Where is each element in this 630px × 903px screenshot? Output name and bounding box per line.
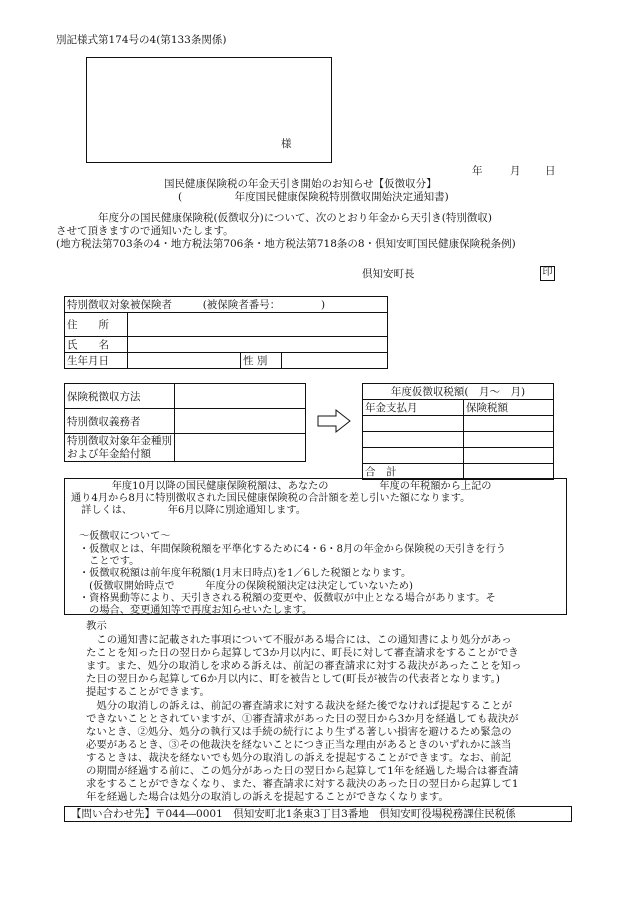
instruction-title: 教示 xyxy=(86,620,107,632)
addressee-box xyxy=(86,57,332,163)
address-label: 住 所 xyxy=(65,313,128,337)
amount-row-month xyxy=(363,432,464,448)
addressee-honorific: 様 xyxy=(281,138,292,150)
instruction-line: 処分の取消しの訴えは、前記の審査請求に対する裁決を経た後でなければ提起することが xyxy=(86,700,513,712)
notes-bullet: (仮徴収開始時点で 年度分の保険税額決定は決定していないため) xyxy=(79,580,413,592)
method-table xyxy=(64,383,306,462)
notes-line: 詳しくは、 年6月以降に別途通知します。 xyxy=(71,505,306,517)
instruction-line: ないとき、②処分、処分の執行又は手続の続行により生ずる著しい損害を避けるため緊急の xyxy=(86,726,512,738)
instruction-line: 必要があるとき、③その他裁決を経ないことにつき正当な理由があるときのいずれかに該当 xyxy=(86,739,512,751)
birth-value xyxy=(128,353,241,369)
notes-box xyxy=(64,478,567,615)
form-id: 別記様式第174号の4(第133条関係) xyxy=(56,34,227,46)
seal-mark: 印 xyxy=(540,266,555,281)
amount-row-month xyxy=(363,448,464,464)
gender-label: 性 別 xyxy=(241,353,282,369)
instruction-line: この通知書に記載された事項について不服がある場合には、この通知書により処分があっ xyxy=(86,634,512,646)
amount-col-amount: 保険税額 xyxy=(464,400,554,416)
amount-col-month: 年金支払月 xyxy=(363,400,464,416)
notes-line: 通り4月から8月に特別徴収された国民健康保険税の合計額を差し引いた額になります。 xyxy=(71,493,471,505)
pension-value xyxy=(175,434,306,462)
date-year: 年 xyxy=(472,165,483,177)
pension-label-line: および年金給付額 xyxy=(67,447,151,460)
mayor-name: 倶知安町長 xyxy=(362,268,415,280)
instruction-line: 求をすることができなくなり、また、審査請求に対する裁決のあった日の翌日から起算して1 xyxy=(86,778,519,790)
amount-title: 年度仮徴収税額( 月～ 月) xyxy=(363,384,554,400)
arrow-right-icon xyxy=(316,408,352,434)
obligor-label: 特別徴収義務者 xyxy=(65,409,175,434)
notes-bullet: の場合、変更通知等で再度お知らせいたします。 xyxy=(79,605,313,617)
name-label: 氏 名 xyxy=(65,337,128,353)
birth-label: 生年月日 xyxy=(65,353,128,369)
insured-header-cell xyxy=(65,297,388,313)
method-label: 保険税徴収方法 xyxy=(65,384,175,409)
name-value xyxy=(128,337,388,353)
date-month: 月 xyxy=(510,165,521,177)
contact-box: 【問い合わせ先】〒044―0001 倶知安町北1条東3丁目3番地 倶知安町役場税務課住民税係 xyxy=(64,806,572,822)
insured-table xyxy=(64,296,388,369)
amount-total-label: 合 計 xyxy=(363,464,464,480)
instruction-paragraph-1 xyxy=(86,634,521,699)
document-title: 国民健康保険税の年金天引き開始のお知らせ【仮徴収分】 xyxy=(164,178,437,190)
instruction-line: 年を経過した場合は処分の取消しの訴えを提起することができなくなります。 xyxy=(86,791,449,803)
gender-value xyxy=(282,353,388,369)
obligor-value xyxy=(175,409,306,434)
amount-row-value xyxy=(464,432,554,448)
notes-bullet: ことです。 xyxy=(79,556,140,568)
notes-bullet: ・仮徴収税額は前年度年税額(1月末日時点)を1／6した税額となります。 xyxy=(79,568,412,580)
intro-paragraph xyxy=(56,212,516,251)
notes-line: 年度10月以降の国民健康保険税額は、あなたの 年度の年税額から上記の xyxy=(71,481,492,492)
instruction-line: 提起することができます。 xyxy=(86,686,210,698)
intro-line: (地方税法第703条の4・地方税法第706条・地方税法第718条の8・倶知安町国民健康保険税条例) xyxy=(56,238,516,250)
date-day: 日 xyxy=(545,165,556,177)
insured-header: 特別徴収対象被保険者 xyxy=(67,299,172,311)
instruction-line: するときは、裁決を経ないでも処分の取消しの訴えを提起することができます。なお、前記 xyxy=(86,752,512,764)
pension-label-line: 特別徴収対象年金種別 xyxy=(67,434,172,447)
amount-row-value xyxy=(464,416,554,432)
address-value xyxy=(128,313,388,337)
instruction-line: ます。また、処分の取消しを求める訴えは、前記の審査請求に対する裁決があったことを知っ xyxy=(86,660,522,672)
amount-table xyxy=(362,383,554,480)
pension-label xyxy=(65,434,175,462)
instruction-line: できないこととされていますが、①審査請求があった日の翌日から3か月を経過しても裁決が xyxy=(86,713,519,725)
insured-number-close: ) xyxy=(320,299,326,311)
notes-paragraph xyxy=(71,481,491,518)
notes-bullet: ・仮徴収とは、年間保険税額を平準化するために4・6・8月の年金から保険税の天引きを行う xyxy=(79,544,506,555)
insured-number-label: (被保険者番号： xyxy=(202,299,281,311)
intro-line: 年度分の国民健康保険税(仮徴収分)について、次のとおり年金から天引き(特別徴収) xyxy=(56,212,492,224)
amount-row-month xyxy=(363,416,464,432)
instruction-line: たことを知った日の翌日から起算して3か月以内に、町長に対して審査請求をすることができ xyxy=(86,647,519,659)
document-subtitle: ( 年度国民健康保険税特別徴収開始決定通知書) xyxy=(178,191,449,203)
instruction-line: の期間が経過する前に、この処分があった日の翌日から起算して1年を経過した場合は審査請 xyxy=(86,765,519,777)
method-value xyxy=(175,384,306,409)
amount-row-value xyxy=(464,448,554,464)
instruction-line: た日の翌日から起算して6か月以内に、町を被告として(町長が被告の代表者となります。) xyxy=(86,673,500,685)
notes-heading: ～仮徴収について～ xyxy=(79,531,171,542)
notes-bullet: ・資格異動等により、天引きされる税額の変更や、仮徴収が中止となる場合があります。そ xyxy=(79,592,496,604)
intro-line: させて頂きますので通知いたします。 xyxy=(56,225,234,237)
notes-bullets xyxy=(79,544,506,617)
instruction-paragraph-2 xyxy=(86,700,519,804)
